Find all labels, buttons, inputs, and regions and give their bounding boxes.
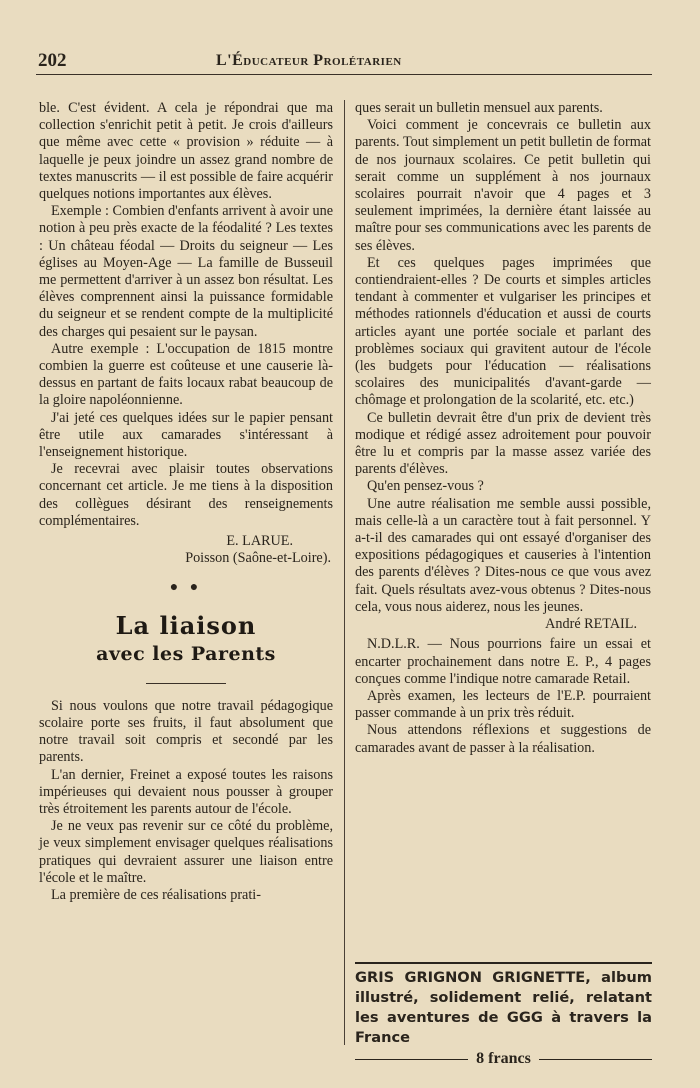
paragraph: Une autre réalisation me semble aussi possible, mais celle-là a un caractère tout à fait personnel. Y a-t-il des camarades qui ont essayé d'organiser des expositions pédagogiques et causeries à l'intention des parents d'élèves ? Dites-nous ce que vous avez fait. Quels résultats avez-vous obtenus ? Dites-nous cela, vous nous aiderez, nous les jeunes. xyxy=(355,495,651,615)
title-rule xyxy=(146,683,226,684)
column-divider xyxy=(344,100,345,1045)
signature-place: Poisson (Saône-et-Loire). xyxy=(185,550,331,567)
advertisement-price: 8 francs xyxy=(476,1050,531,1067)
right-column xyxy=(355,100,651,757)
editor-note: N.D.L.R. — Nous pourrions faire un essai et encarter prochainement dans notre E. P., 4 pages conçues comme l'indique notre camarade Retail. xyxy=(355,636,651,687)
paragraph: La première de ces réalisations prati- xyxy=(51,886,261,903)
journal-title: L'Éducateur Prolétarien xyxy=(216,52,402,69)
section-separator: ● ● xyxy=(169,580,203,596)
left-column xyxy=(39,100,333,904)
advertisement-text: GRIS GRIGNON GRIGNETTE, album illustré, solidement relié, relatant les aventures de GGG à travers la France xyxy=(355,969,652,1046)
page-header xyxy=(36,48,652,75)
article-title-line1: La liaison xyxy=(115,610,257,640)
paragraph: Qu'en pensez-vous ? xyxy=(367,478,484,495)
page-number: 202 xyxy=(38,50,67,71)
paragraph: Si nous voulons que notre travail pédagogique scolaire porte ses fruits, il faut absolument que notre travail soit compris et secondé par les parents. xyxy=(39,697,333,766)
paragraph: L'an dernier, Freinet a exposé toutes les raisons impérieuses qui devaient nous pousser à grouper très étroitement les parents autour de l'école. xyxy=(39,766,333,817)
editor-note: Après examen, les lecteurs de l'E.P. pourraient passer commande à un prix très réduit. xyxy=(355,687,651,722)
paragraph: Et ces quelques pages imprimées que contiendraient-elles ? De courts et simples articles tendant à commenter et vulgariser les principes et méthodes rationnels d'éducation et aussi de courts articles ayant une portée sociale et parlant des problèmes sociaux qui gravitent autour de l'école (les budgets pour l'éducation — réalisations scolaires des municipalités d'avant-garde — chômage et prolongation de la scolarité, etc. etc.) xyxy=(355,254,651,409)
article-title-line2: avec les Parents xyxy=(96,642,276,665)
paragraph: Autre exemple : L'occupation de 1815 montre combien la guerre est coûteuse et une causerie là-dessus en partant de faits locaux rabat beaucoup de la gloire napoléonnienne. xyxy=(39,340,333,409)
paragraph: Voici comment je concevrais ce bulletin aux parents. Tout simplement un petit bulletin de format de nos journaux scolaires. Ce petit bulletin qui serait comme un supplément à nos journaux scolaires pourrait n'avoir que 4 pages et 3 seulement imprimées, la dernière étant laissée au maître pour ses communications avec les parents de ses élèves. xyxy=(355,117,651,254)
paragraph: Je recevrai avec plaisir toutes observations concernant cet article. Je me tiens à la disposition des collègues désirant des renseignements complémentaires. xyxy=(39,461,333,529)
signature: André RETAIL. xyxy=(545,616,637,633)
price-rule-left xyxy=(355,1059,468,1060)
signature-name: E. LARUE. xyxy=(226,533,293,550)
paragraph: ques serait un bulletin mensuel aux parents. xyxy=(355,100,603,116)
paragraph: Je ne veux pas revenir sur ce côté du problème, je veux simplement envisager quelques réalisations pratiques qui devraient assurer une liaison entre l'école et le maître. xyxy=(39,818,333,886)
article-title xyxy=(39,611,333,667)
price-rule-right xyxy=(539,1059,652,1060)
advertisement xyxy=(355,962,652,1069)
paragraph: Ce bulletin devrait être d'un prix de devient très modique et rédigé assez adroitement pour pouvoir être lu et compris par la masse assez variée des parents d'élèves. xyxy=(355,409,651,478)
editor-note: Nous attendons réflexions et suggestions de camarades avant de passer à la réalisation. xyxy=(355,722,651,756)
paragraph: ble. C'est évident. A cela je répondrai que ma collection s'enrichit petit à petit. Je crois d'ailleurs que même avec cette « provision » réduite — à laquelle je peux joindre un assez grand nombre de textes manuscrits — il est possible de faire acquérir quelques notions importantes aux élèves. xyxy=(39,100,333,203)
advertisement-price-row xyxy=(355,1049,652,1069)
paragraph: Exemple : Combien d'enfants arrivent à avoir une notion à peu près exacte de la féodalité ? Les textes : Un château féodal — Droits du seigneur — Les églises au Moyen-Age — La famille de Busseuil me permettent d'arriver à un assez bon résultat. Les élèves comprennent ainsi la puissance formidable du seigneur et se rendent compte de la multiplicité des charges qui pesaient sur le paysan. xyxy=(39,203,333,340)
paragraph: J'ai jeté ces quelques idées sur le papier pensant être utile aux camarades s'intéressant à l'enseignement historique. xyxy=(39,409,333,461)
